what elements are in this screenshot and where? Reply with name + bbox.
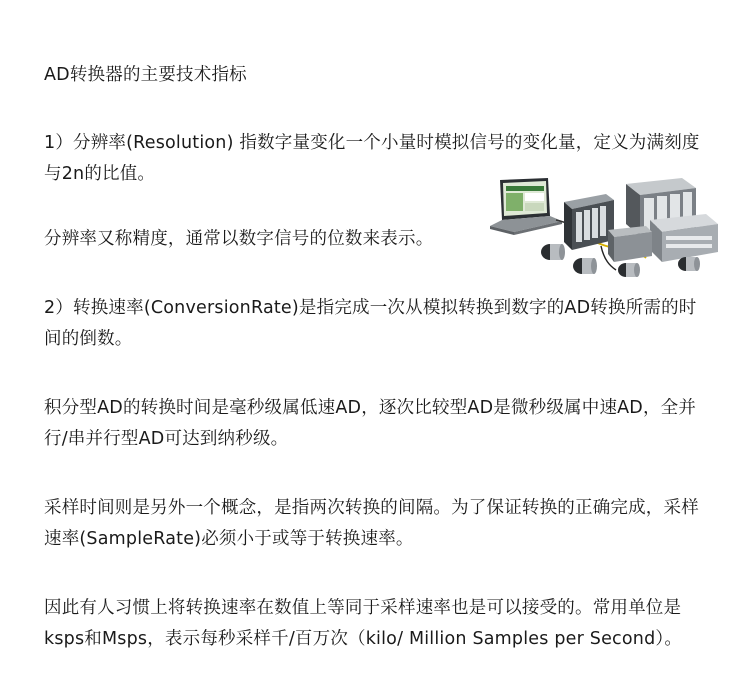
conversion-types-paragraph: 积分型AD的转换时间是毫秒级属低速AD，逐次比较型AD是微秒级属中速AD，全并行/串并行型AD可达到纳秒级。 xyxy=(44,398,697,449)
laptop-icon xyxy=(490,178,562,235)
units-paragraph: 因此有人习惯上将转换速率在数值上等同于采样速率也是可以接受的。常用单位是ksps和Msps，表示每秒采样千/百万次（kilo/ Million Samples per Second）。 xyxy=(44,598,683,649)
page-title: AD转换器的主要技术指标 xyxy=(44,65,247,85)
motor-icon xyxy=(541,244,565,260)
resolution-paragraph: 1）分辨率(Resolution) 指数字量变化一个小量时模拟信号的变化量，定义为满刻度与2n的比值。 xyxy=(44,133,700,184)
terminal-block-icon xyxy=(608,226,652,262)
io-module-icon xyxy=(650,214,718,262)
resolution-note-paragraph: 分辨率又称精度，通常以数字信号的位数来表示。 xyxy=(44,229,434,249)
sampling-paragraph: 采样时间则是另外一个概念，是指两次转换的间隔。为了保证转换的正确完成，采样速率(SampleRate)必须小于或等于转换速率。 xyxy=(44,498,699,549)
motor-icon xyxy=(678,257,700,271)
conversion-rate-paragraph: 2）转换速率(ConversionRate)是指完成一次从模拟转换到数字的AD转换所需的时间的倒数。 xyxy=(44,298,697,349)
daq-chassis-icon xyxy=(564,194,614,250)
motor-icon xyxy=(573,258,597,274)
motor-icon xyxy=(618,263,640,277)
daq-hardware-illustration xyxy=(486,176,724,282)
